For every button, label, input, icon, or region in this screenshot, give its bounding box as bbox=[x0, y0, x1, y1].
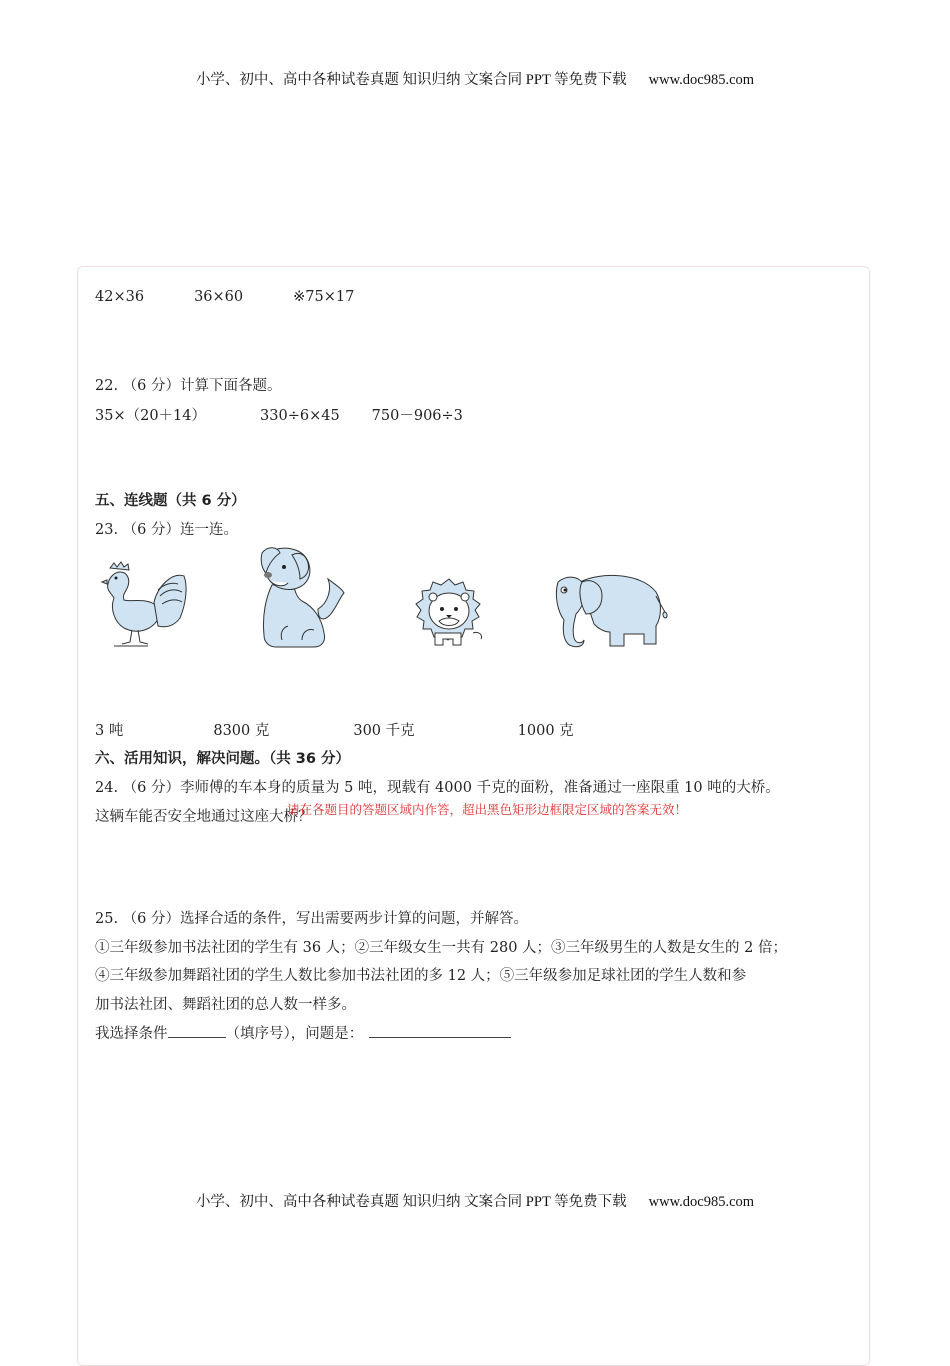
q24-line-2: 这辆车能否安全地通过这座大桥？ bbox=[95, 809, 313, 825]
q22-title: 22. （6 分）计算下面各题。 bbox=[95, 378, 282, 394]
q25-condition-line-1: ①三年级参加书法社团的学生有 36 人；②三年级女生一共有 280 人；③三年级男生的人数是女生的 2 倍； bbox=[95, 940, 788, 956]
q22-expr-2: 330÷6×45 bbox=[260, 408, 340, 424]
q21-expr-3: ※75×17 bbox=[293, 289, 355, 305]
q22-expr-1: 35×（20＋14） bbox=[95, 408, 207, 424]
lion-icon bbox=[413, 577, 491, 651]
question-blank[interactable] bbox=[369, 1025, 511, 1038]
q23-title: 23. （6 分）连一连。 bbox=[95, 522, 239, 538]
q22-expr-3: 750－906÷3 bbox=[371, 408, 463, 424]
section-6-title: 六、活用知识，解决问题。（共 36 分） bbox=[95, 751, 351, 767]
header-url[interactable]: www.doc985.com bbox=[648, 72, 755, 88]
q21-expr-2: 36×60 bbox=[194, 289, 244, 305]
answer-mid: （填序号），问题是： bbox=[225, 1026, 364, 1042]
weight-1000-g[interactable]: 1000 克 bbox=[517, 723, 574, 739]
weight-8300-g[interactable]: 8300 克 bbox=[213, 723, 270, 739]
q21-expressions bbox=[95, 289, 354, 305]
answer-area-warning: 请在各题目的答题区域内作答，超出黑色矩形边框限定区域的答案无效！ bbox=[287, 802, 688, 817]
weight-3-ton[interactable]: 3 吨 bbox=[95, 723, 124, 739]
q23-weights bbox=[95, 719, 574, 740]
elephant-icon bbox=[550, 572, 670, 652]
q22-expressions bbox=[95, 404, 463, 425]
section-5-title: 五、连线题（共 6 分） bbox=[95, 493, 246, 509]
q25-condition-line-2: ④三年级参加舞蹈社团的学生人数比参加书法社团的多 12 人；⑤三年级参加足球社团的学生人数和参 bbox=[95, 968, 747, 984]
q21-expr-1: 42×36 bbox=[95, 289, 145, 305]
q25-answer-line bbox=[95, 1022, 511, 1043]
page-header bbox=[0, 68, 950, 89]
dog-icon bbox=[252, 545, 352, 653]
weight-300-kg[interactable]: 300 千克 bbox=[353, 723, 415, 739]
header-text: 小学、初中、高中各种试卷真题 知识归纳 文案合同 PPT 等免费下载 bbox=[195, 72, 627, 88]
rooster-icon bbox=[98, 560, 190, 652]
footer-text: 小学、初中、高中各种试卷真题 知识归纳 文案合同 PPT 等免费下载 bbox=[195, 1194, 627, 1210]
page-footer bbox=[0, 1190, 950, 1211]
q24-line-1: 24. （6 分）李师傅的车本身的质量为 5 吨，现载有 4000 千克的面粉，准备通过一座限重 10 吨的大桥。 bbox=[95, 780, 780, 796]
answer-prefix: 我选择条件 bbox=[95, 1026, 168, 1042]
footer-url[interactable]: www.doc985.com bbox=[648, 1194, 755, 1210]
condition-blank[interactable] bbox=[168, 1025, 226, 1038]
q25-title: 25. （6 分）选择合适的条件，写出需要两步计算的问题，并解答。 bbox=[95, 911, 529, 927]
q25-condition-line-3: 加书法社团、舞蹈社团的总人数一样多。 bbox=[95, 997, 356, 1013]
